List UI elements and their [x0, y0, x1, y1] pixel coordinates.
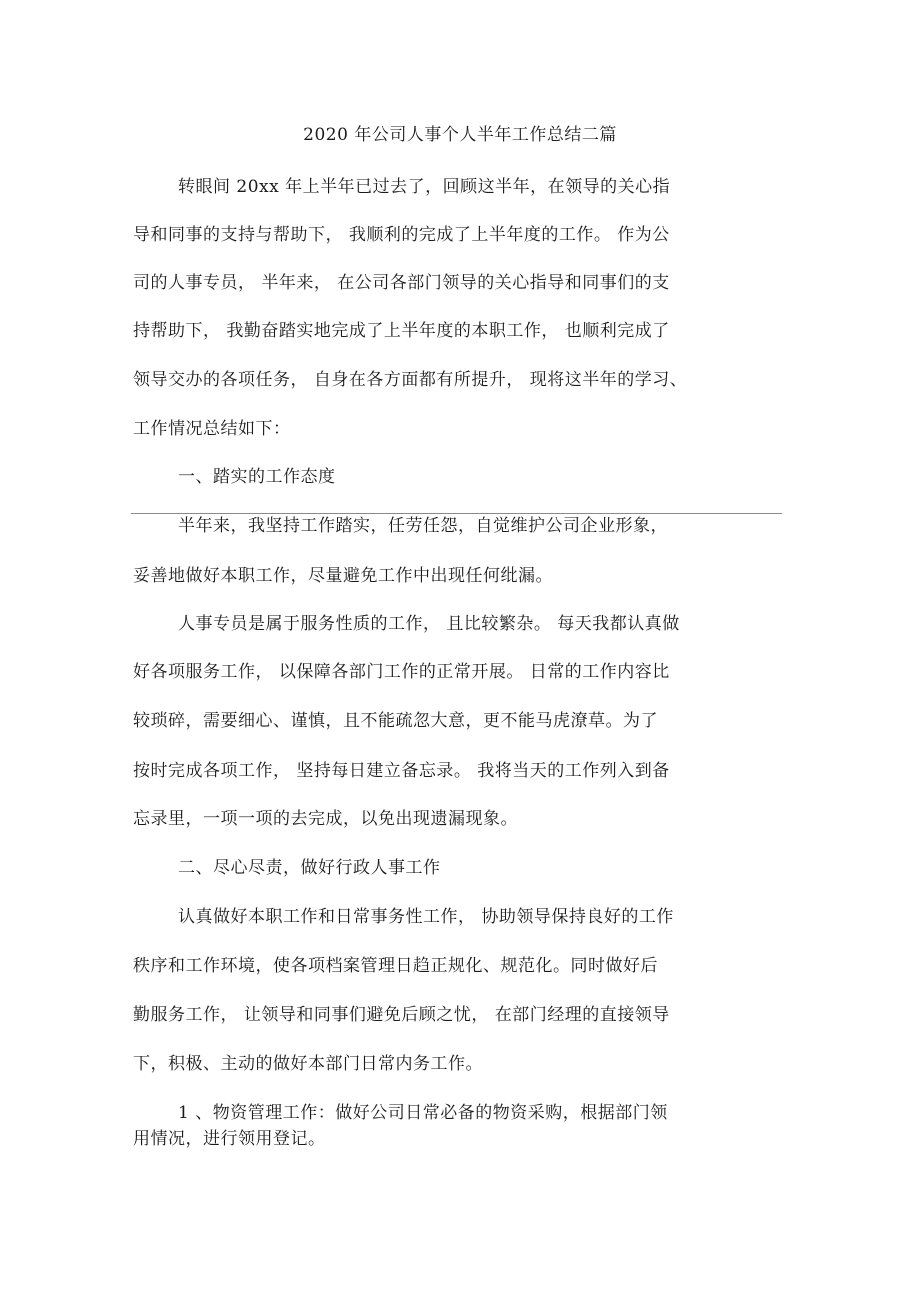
paragraph-line: 按时完成各项工作， 坚持每日建立备忘录。 我将当天的工作列入到备	[133, 761, 670, 781]
section-heading: 一、踏实的工作态度	[178, 467, 336, 487]
document-title: 2020 年公司人事个人半年工作总结二篇	[303, 125, 617, 145]
list-item: 用情况，进行领用登记。	[133, 1129, 326, 1149]
list-item: 1 、物资管理工作：做好公司日常必备的物资采购，根据部门领	[178, 1103, 668, 1123]
paragraph-line: 勤服务工作， 让领导和同事们避免后顾之忧， 在部门经理的直接领导	[133, 1005, 670, 1025]
paragraph-line: 妥善地做好本职工作，尽量避免工作中出现任何纰漏。	[133, 566, 553, 586]
paragraph-line: 半年来，我坚持工作踏实，任劳任怨，自觉维护公司企业形象，	[178, 516, 668, 536]
paragraph-line: 转眼间 20xx 年上半年已过去了，回顾这半年，在领导的关心指	[178, 177, 671, 197]
paragraph-line: 持帮助下， 我勤奋踏实地完成了上半年度的本职工作， 也顺利完成了	[133, 321, 670, 341]
paragraph-line: 下，积极、主动的做好本部门日常内务工作。	[133, 1054, 483, 1074]
paragraph-line: 较琐碎，需要细心、谨慎，且不能疏忽大意，更不能马虎潦草。为了	[133, 711, 658, 731]
section-heading: 二、尽心尽责，做好行政人事工作	[178, 858, 441, 878]
paragraph-line: 认真做好本职工作和日常事务性工作， 协助领导保持良好的工作	[178, 907, 674, 927]
paragraph-line: 忘录里，一项一项的去完成，以免出现遗漏现象。	[133, 809, 518, 829]
horizontal-divider	[131, 513, 782, 514]
paragraph-line: 好各项服务工作， 以保障各部门工作的正常开展。 日常的工作内容比	[133, 662, 670, 682]
paragraph-line: 导和同事的支持与帮助下， 我顺利的完成了上半年度的工作。 作为公	[133, 225, 670, 245]
paragraph-line: 人事专员是属于服务性质的工作， 且比较繁杂。 每天我都认真做	[178, 614, 680, 634]
paragraph-line: 秩序和工作环境，使各项档案管理日趋正规化、规范化。同时做好后	[133, 956, 658, 976]
paragraph-line: 工作情况总结如下：	[133, 419, 291, 439]
paragraph-line: 司的人事专员， 半年来， 在公司各部门领导的关心指导和同事们的支	[133, 273, 670, 293]
paragraph-line: 领导交办的各项任务， 自身在各方面都有所提升， 现将这半年的学习、	[133, 370, 688, 390]
